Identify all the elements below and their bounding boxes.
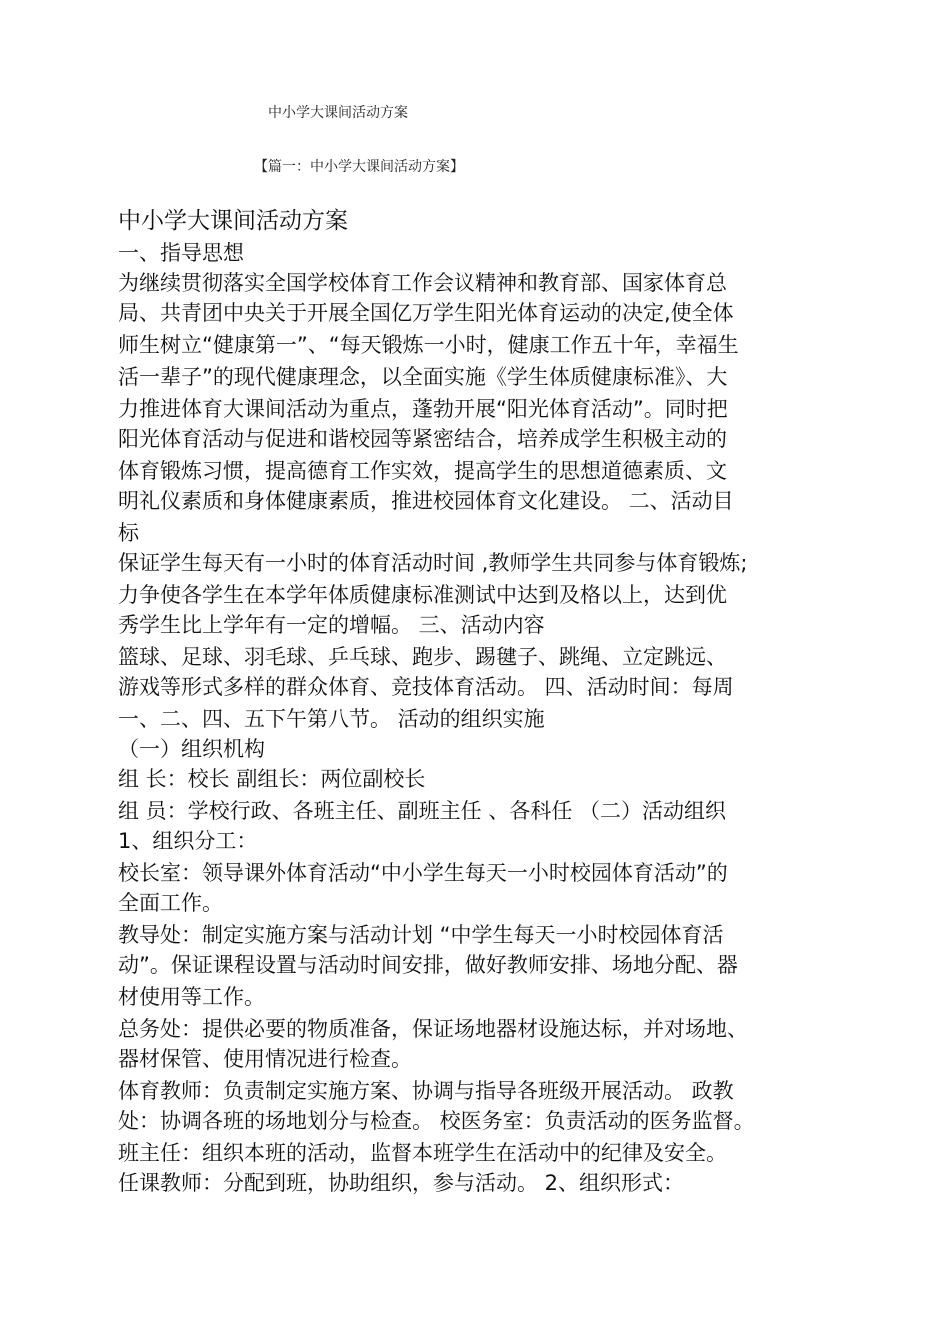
body-line: 一、指导思想 bbox=[118, 241, 244, 265]
body-heading: 中小学大课间活动方案 bbox=[118, 208, 348, 234]
body-line: 阳光体育活动与促进和谐校园等紧密结合，培养成学生积极主动的 bbox=[118, 427, 727, 451]
body-line: 秀学生比上学年有一定的增幅。 三、活动内容 bbox=[118, 613, 545, 637]
body-line: 游戏等形式多样的群众体育、竞技体育活动。 四、活动时间：每周 bbox=[118, 675, 734, 699]
body-line: 组 长：校长 副组长：两位副校长 bbox=[118, 767, 426, 791]
body-line: 力推进体育大课间活动为重点，蓬勃开展“阳光体育活动”。同时把 bbox=[118, 397, 728, 421]
body-line: 保证学生每天有一小时的体育活动时间 ,教师学生共同参与体育锻炼; bbox=[118, 551, 748, 575]
body-line: 总务处：提供必要的物质准备，保证场地器材设施达标，并对场地、 bbox=[118, 1017, 748, 1041]
body-line: （一）组织机构 bbox=[118, 737, 265, 761]
body-line: 任课教师：分配到班，协助组织，参与活动。 2、组织形式： bbox=[118, 1171, 685, 1195]
body-line: 局、共青团中央关于开展全国亿万学生阳光体育运动的决定,使全体 bbox=[118, 301, 734, 325]
body-line: 体育教师：负责制定实施方案、协调与指导各班级开展活动。 政教 bbox=[118, 1079, 734, 1103]
document-subtitle: 【篇一：中小学大课间活动方案】 bbox=[254, 159, 464, 175]
body-line: 动”。保证课程设置与活动时间安排，做好教师安排、场地分配、器 bbox=[118, 953, 738, 977]
body-line: 1、组织分工： bbox=[118, 829, 258, 853]
body-line: 校长室：领导课外体育活动“中小学生每天一小时校园体育活动”的 bbox=[118, 861, 728, 885]
body-line: 标 bbox=[118, 521, 139, 545]
body-line: 班主任：组织本班的活动，监督本班学生在活动中的纪律及安全。 bbox=[118, 1141, 727, 1165]
body-line: 全面工作。 bbox=[118, 891, 223, 915]
body-line: 教导处：制定实施方案与活动计划 “中学生每天一小时校园体育活 bbox=[118, 923, 724, 947]
body-line: 体育锻炼习惯，提高德育工作实效，提高学生的思想道德素质、文 bbox=[118, 459, 727, 483]
body-line: 处：协调各班的场地划分与检查。 校医务室：负责活动的医务监督。 bbox=[118, 1109, 755, 1133]
body-line: 器材保管、使用情况进行检查。 bbox=[118, 1047, 412, 1071]
body-line: 篮球、足球、羽毛球、乒乓球、跑步、踢毽子、跳绳、立定跳远、 bbox=[118, 645, 727, 669]
body-line: 为继续贯彻落实全国学校体育工作会议精神和教育部、国家体育总 bbox=[118, 271, 727, 295]
body-line: 一、二、四、五下午第八节。 活动的组织实施 bbox=[118, 707, 545, 731]
body-line: 组 员：学校行政、各班主任、副班主任 、各科任 （二）活动组织 bbox=[118, 799, 727, 823]
body-line: 活一辈子”的现代健康理念，以全面实施《学生体质健康标准》、大 bbox=[118, 365, 728, 389]
document-title: 中小学大课间活动方案 bbox=[268, 105, 408, 121]
body-line: 材使用等工作。 bbox=[118, 985, 265, 1009]
body-line: 力争使各学生在本学年体质健康标准测试中达到及格以上，达到优 bbox=[118, 583, 727, 607]
body-line: 师生树立“健康第一”、“每天锻炼一小时，健康工作五十年，幸福生 bbox=[118, 333, 739, 357]
body-line: 明礼仪素质和身体健康素质，推进校园体育文化建设。 二、活动目 bbox=[118, 489, 734, 513]
